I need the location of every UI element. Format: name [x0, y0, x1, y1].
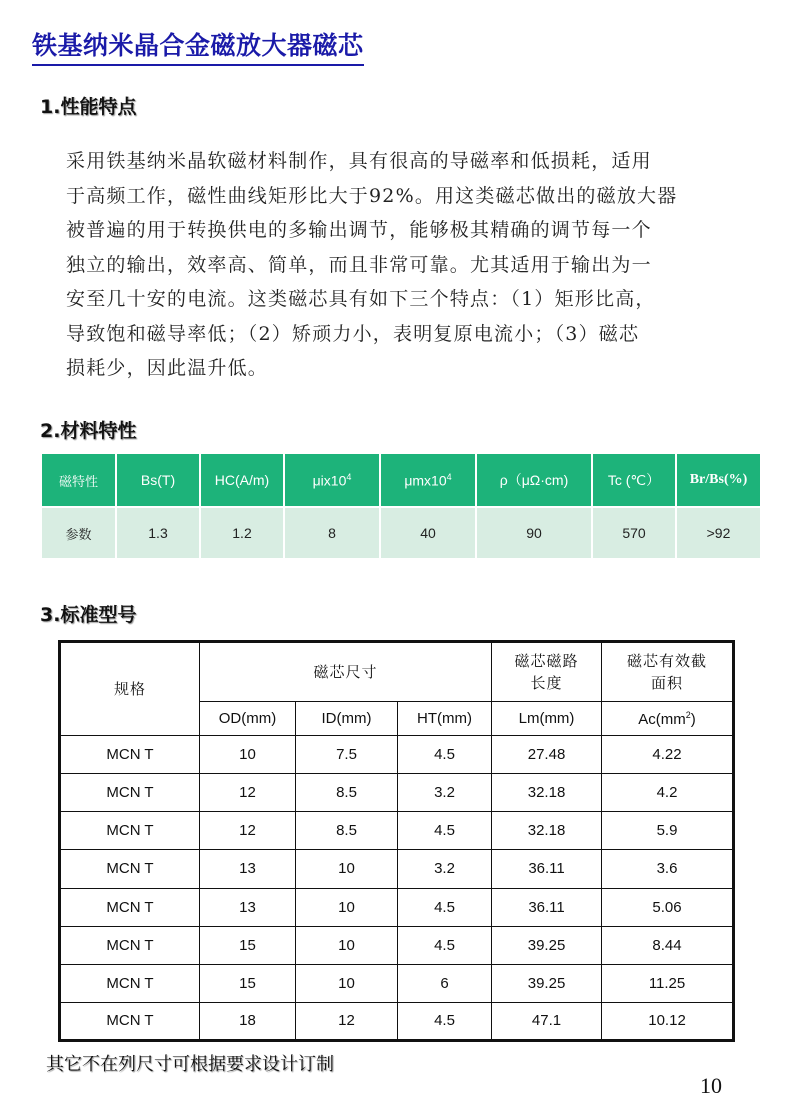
- table-row: [60, 888, 734, 926]
- model-cell: MCN T: [60, 812, 200, 850]
- subheader-cell: Lm(mm): [492, 702, 602, 736]
- standard-models-table: [58, 640, 735, 1042]
- model-cell: MCN T: [60, 926, 200, 964]
- value-cell: 4.5: [398, 736, 492, 774]
- value-cell: 39.25: [492, 926, 602, 964]
- section-heading-material: 2.材料特性: [40, 420, 137, 442]
- header-line: 磁芯有效截: [627, 652, 708, 670]
- superscript: 4: [446, 471, 452, 482]
- paragraph-line: 安至几十安的电流。这类磁芯具有如下三个特点：（1）矩形比高，: [66, 288, 656, 310]
- path-length-header: [492, 642, 602, 702]
- value-cell: 1.3: [116, 507, 200, 559]
- value-cell: 570: [592, 507, 676, 559]
- value-cell: 36.11: [492, 888, 602, 926]
- subheader-cell: OD(mm): [200, 702, 296, 736]
- header-cell: [380, 453, 476, 507]
- value-cell: 5.06: [602, 888, 734, 926]
- material-properties-table: [40, 452, 762, 560]
- table-row: [60, 850, 734, 888]
- value-cell: 13: [200, 850, 296, 888]
- header-cell: ρ（μΩ·cm): [476, 453, 592, 507]
- value-cell: 8.5: [296, 812, 398, 850]
- header-cell: Bs(T): [116, 453, 200, 507]
- subheader-cell: HT(mm): [398, 702, 492, 736]
- value-cell: 4.5: [398, 888, 492, 926]
- model-cell: MCN T: [60, 774, 200, 812]
- value-cell: 4.5: [398, 812, 492, 850]
- value-cell: 15: [200, 926, 296, 964]
- subheader-text: Ac(mm: [638, 710, 686, 728]
- header-line: 长度: [530, 674, 563, 692]
- paragraph-line: 被普遍的用于转换供电的多输出调节，能够极其精确的调节每一个: [66, 219, 652, 241]
- page-number: 10: [700, 1073, 722, 1098]
- material-value-row: [41, 507, 761, 559]
- value-cell: 27.48: [492, 736, 602, 774]
- model-cell: MCN T: [60, 1002, 200, 1040]
- superscript: 2: [685, 709, 691, 720]
- header-line: 面积: [651, 674, 684, 692]
- spec-table-body: [60, 736, 734, 1041]
- model-cell: MCN T: [60, 850, 200, 888]
- value-cell: 10: [296, 926, 398, 964]
- value-cell: 3.6: [602, 850, 734, 888]
- material-header-row: [41, 453, 761, 507]
- value-cell: 39.25: [492, 964, 602, 1002]
- value-cell: 3.2: [398, 850, 492, 888]
- value-cell: 10: [296, 964, 398, 1002]
- subheader-cell: ID(mm): [296, 702, 398, 736]
- value-cell: 8: [284, 507, 380, 559]
- table-row: [60, 926, 734, 964]
- value-cell: 12: [200, 774, 296, 812]
- paragraph-line: 导致饱和磁导率低；（2）矫顽力小，表明复原电流小；（3）磁芯: [66, 322, 640, 345]
- table-row: [60, 774, 734, 812]
- table-row: [60, 736, 734, 774]
- value-cell: 32.18: [492, 812, 602, 850]
- header-cell: Br/Bs(%): [676, 453, 761, 507]
- model-cell: MCN T: [60, 736, 200, 774]
- superscript: 4: [346, 471, 352, 482]
- model-cell: MCN T: [60, 888, 200, 926]
- close-paren: ): [690, 710, 696, 728]
- table-row: [60, 1002, 734, 1040]
- value-cell: 7.5: [296, 736, 398, 774]
- size-column-header: 磁芯尺寸: [200, 642, 492, 702]
- value-cell: 4.5: [398, 1002, 492, 1040]
- performance-paragraph: [66, 144, 736, 386]
- header-cell: 磁特性: [41, 453, 116, 507]
- section-heading-performance: 1.性能特点: [40, 96, 137, 118]
- subheader-cell: [602, 702, 734, 736]
- value-cell: 8.44: [602, 926, 734, 964]
- page-title: 铁基纳米晶合金磁放大器磁芯: [32, 26, 364, 66]
- value-cell: 36.11: [492, 850, 602, 888]
- value-cell: 1.2: [200, 507, 284, 559]
- value-cell: 10.12: [602, 1002, 734, 1040]
- value-cell: 47.1: [492, 1002, 602, 1040]
- header-cell: Tc (℃）: [592, 453, 676, 507]
- value-cell: 3.2: [398, 774, 492, 812]
- value-cell: 90: [476, 507, 592, 559]
- model-cell: MCN T: [60, 964, 200, 1002]
- custom-size-note: 其它不在列尺寸可根据要求设计订制: [46, 1054, 334, 1075]
- row-label: 参数: [41, 507, 116, 559]
- paragraph-line: 独立的输出，效率高、简单，而且非常可靠。尤其适用于输出为一: [66, 253, 652, 276]
- section-heading-models: 3.标准型号: [40, 604, 137, 626]
- value-cell: 4.22: [602, 736, 734, 774]
- value-cell: 18: [200, 1002, 296, 1040]
- spec-header-row: [60, 642, 734, 702]
- paragraph-line: 于高频工作，磁性曲线矩形比大于92%。用这类磁芯做出的磁放大器: [66, 184, 678, 207]
- table-row: [60, 812, 734, 850]
- value-cell: 40: [380, 507, 476, 559]
- value-cell: 12: [296, 1002, 398, 1040]
- value-cell: 15: [200, 964, 296, 1002]
- header-text: μmx10: [404, 472, 447, 489]
- header-cell: HC(A/m): [200, 453, 284, 507]
- area-header: [602, 642, 734, 702]
- value-cell: 4.2: [602, 774, 734, 812]
- value-cell: >92: [676, 507, 761, 559]
- value-cell: 10: [200, 736, 296, 774]
- value-cell: 13: [200, 888, 296, 926]
- value-cell: 12: [200, 812, 296, 850]
- value-cell: 5.9: [602, 812, 734, 850]
- table-row: [60, 964, 734, 1002]
- spec-column-header: 规格: [60, 642, 200, 736]
- value-cell: 10: [296, 888, 398, 926]
- value-cell: 10: [296, 850, 398, 888]
- paragraph-line: 损耗少，因此温升低。: [66, 357, 269, 379]
- header-text: μix10: [312, 472, 347, 489]
- value-cell: 8.5: [296, 774, 398, 812]
- value-cell: 11.25: [602, 964, 734, 1002]
- paragraph-line: 采用铁基纳米晶软磁材料制作，具有很高的导磁率和低损耗，适用: [66, 150, 652, 172]
- value-cell: 6: [398, 964, 492, 1002]
- value-cell: 32.18: [492, 774, 602, 812]
- value-cell: 4.5: [398, 926, 492, 964]
- header-line: 磁芯磁路: [514, 652, 579, 670]
- header-cell: [284, 453, 380, 507]
